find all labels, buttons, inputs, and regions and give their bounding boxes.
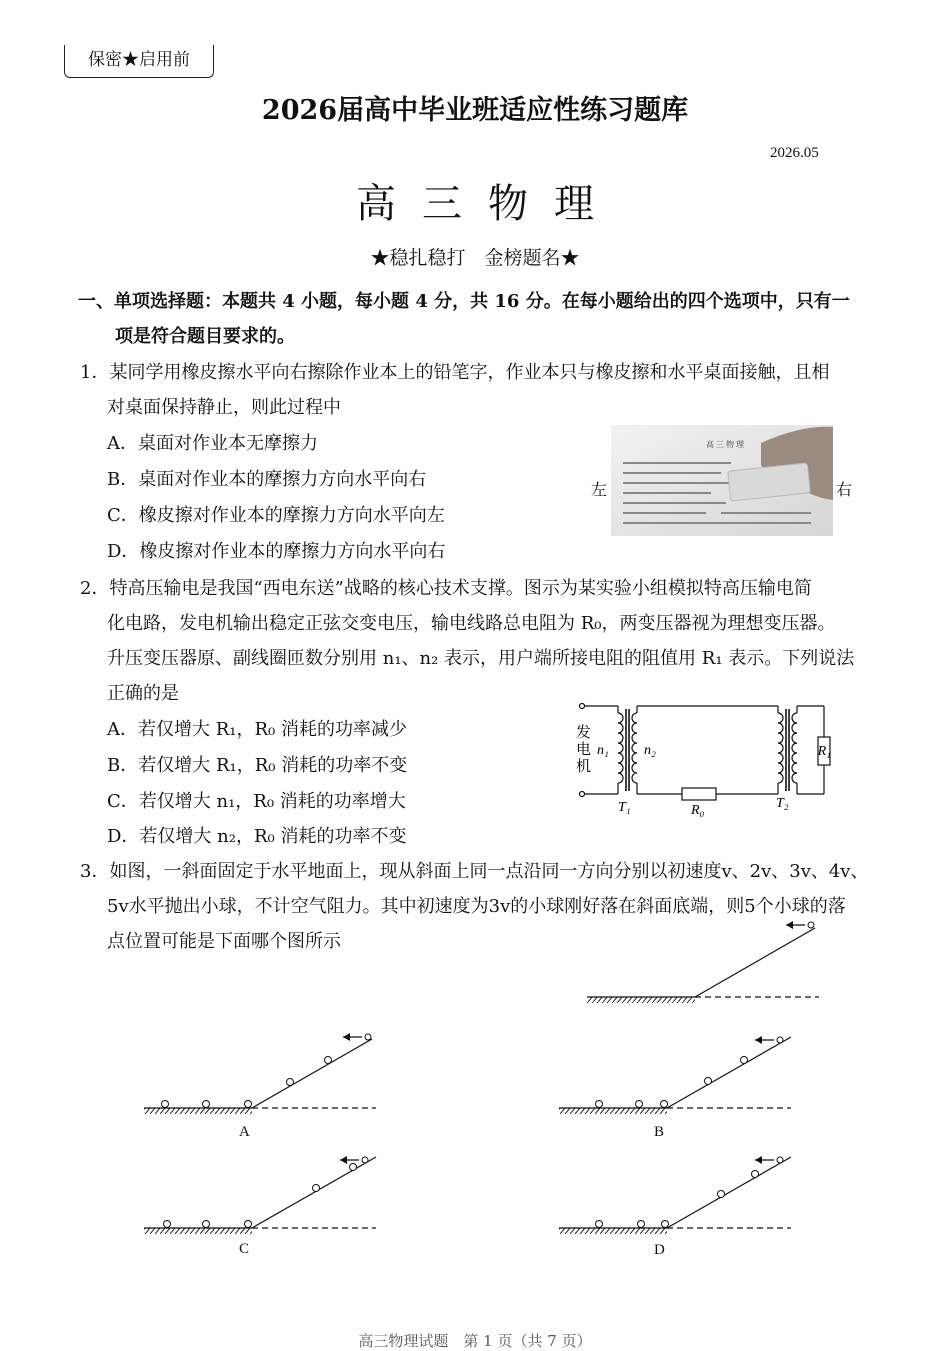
q2-option-b: B．若仅增大 R₁，R₀ 消耗的功率不变 bbox=[107, 755, 408, 776]
exam-date: 2026.05 bbox=[770, 145, 819, 161]
confidential-tag: 保密★启用前 bbox=[64, 45, 214, 78]
gen-char-3: 机 bbox=[576, 759, 592, 775]
q3-option-b-diagram bbox=[555, 1030, 795, 1115]
q2-option-d: D．若仅增大 n₂，R₀ 消耗的功率不变 bbox=[107, 826, 407, 847]
q1-option-a: A．桌面对作业本无摩擦力 bbox=[107, 433, 318, 454]
q2-circuit-diagram bbox=[570, 695, 835, 820]
label-r1: R₁ bbox=[817, 744, 831, 759]
section-heading: 一、单项选择题：本题共 4 小题，每小题 4 分，共 16 分。在每小题给出的四个选项中，只有一 bbox=[78, 291, 850, 312]
q1-option-b: B．桌面对作业本的摩擦力方向水平向右 bbox=[107, 469, 427, 490]
q3-incline-diagram bbox=[583, 918, 823, 1008]
q3-stem-cont-2: 点位置可能是下面哪个图所示 bbox=[107, 931, 341, 952]
motto: ★稳扎稳打 金榜题名★ bbox=[370, 247, 580, 269]
q3-stem-cont-1: 5v水平抛出小球，不计空气阻力。其中初速度为3v的小球刚好落在斜面底端，则5个小球的落 bbox=[107, 896, 846, 917]
label-t2: T₂ bbox=[776, 796, 789, 811]
q2-option-c: C．若仅增大 n₁，R₀ 消耗的功率增大 bbox=[107, 791, 406, 812]
q3-option-a-diagram bbox=[140, 1030, 380, 1115]
q3-label-a: A bbox=[239, 1124, 250, 1140]
subject-title: 高三物理 bbox=[356, 181, 620, 227]
q2-option-a: A．若仅增大 R₁，R₀ 消耗的功率减少 bbox=[107, 719, 407, 740]
q3-option-d-diagram bbox=[555, 1150, 795, 1235]
q1-photo-left-label: 左 bbox=[591, 482, 608, 499]
label-n1: n₁ bbox=[597, 743, 609, 758]
page-footer: 高三物理试题 第 1 页（共 7 页） bbox=[358, 1332, 592, 1350]
exam-title: 2026届高中毕业班适应性练习题库 bbox=[261, 95, 689, 126]
q2-stem-cont-2: 升压变压器原、副线圈匝数分别用 n₁、n₂ 表示，用户端所接电阻的阻值用 R₁ 表示。下列说法 bbox=[107, 648, 855, 669]
label-n2: n₂ bbox=[644, 743, 656, 758]
q3-stem: 3．如图，一斜面固定于水平地面上，现从斜面上同一点沿同一方向分别以初速度v、2v、3v、4v、 bbox=[80, 861, 869, 882]
q1-photo-eraser-notebook bbox=[611, 425, 833, 536]
q3-option-c-diagram bbox=[140, 1150, 380, 1235]
q1-stem-cont: 对桌面保持静止，则此过程中 bbox=[107, 397, 341, 418]
q1-option-c: C．橡皮擦对作业本的摩擦力方向水平向左 bbox=[107, 505, 445, 526]
gen-char-2: 电 bbox=[576, 742, 592, 758]
q2-stem-cont-1: 化电路，发电机输出稳定正弦交变电压，输电线路总电阻为 R₀，两变压器视为理想变压器。 bbox=[107, 613, 836, 634]
section-heading-cont: 项是符合题目要求的。 bbox=[115, 326, 295, 347]
q2-stem-cont-3: 正确的是 bbox=[107, 683, 179, 704]
q2-stem: 2．特高压输电是我国“西电东送”战略的核心技术支撑。图示为某实验小组模拟特高压输电简 bbox=[80, 578, 812, 599]
q1-option-d: D．橡皮擦对作业本的摩擦力方向水平向右 bbox=[107, 541, 446, 562]
q3-label-d: D bbox=[654, 1242, 665, 1258]
label-t1: T₁ bbox=[618, 800, 631, 815]
gen-char-1: 发 bbox=[576, 725, 592, 741]
q1-photo-right-label: 右 bbox=[836, 482, 853, 499]
q3-label-c: C bbox=[239, 1241, 250, 1257]
q1-photo-heading: 高 三 物 理 bbox=[706, 440, 744, 449]
label-r0: R₀ bbox=[691, 803, 705, 818]
q1-stem: 1．某同学用橡皮擦水平向右擦除作业本上的铅笔字，作业本只与橡皮擦和水平桌面接触，且相 bbox=[80, 362, 830, 383]
q3-label-b: B bbox=[654, 1124, 665, 1140]
